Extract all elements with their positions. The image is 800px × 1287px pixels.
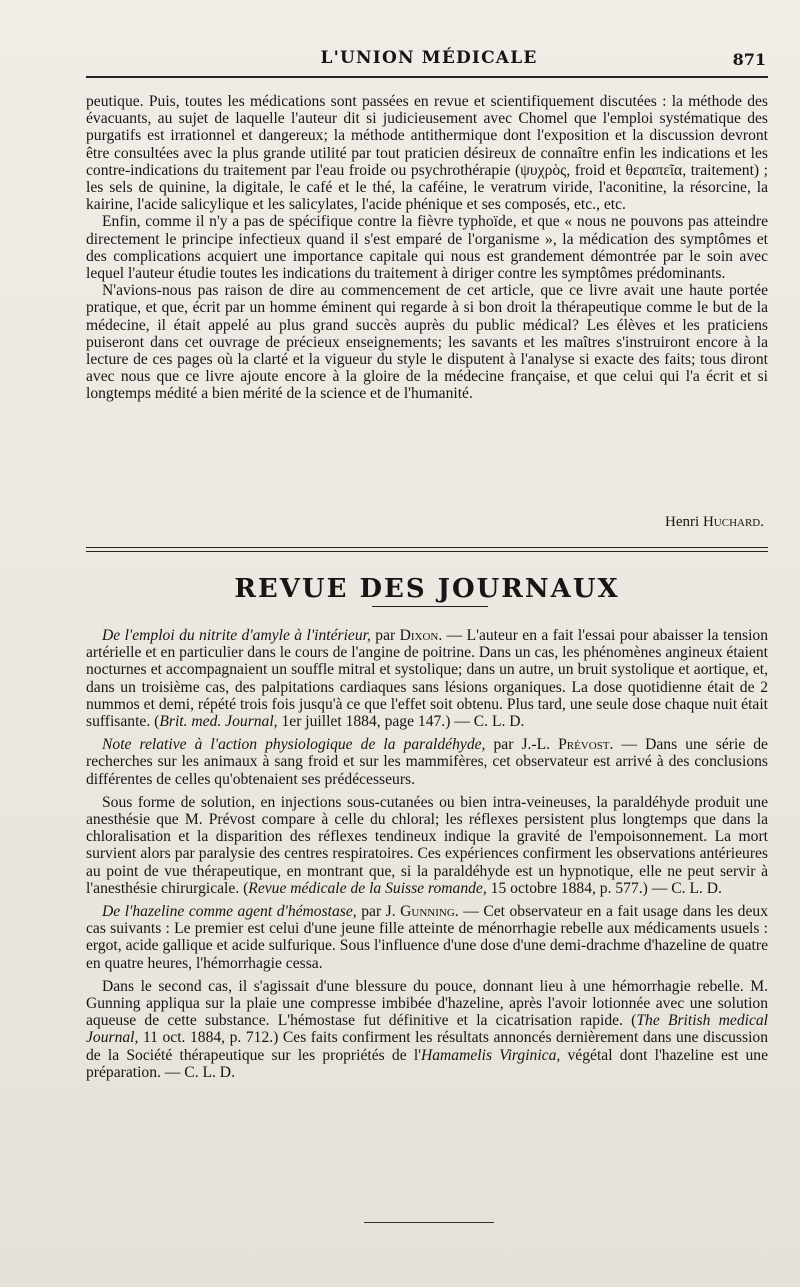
review-entry-continued	[86, 978, 768, 1081]
entry-body: — L'auteur en a fait l'essai pour abaisser la tension artérielle et en particulier dans le cours de l'angine de poitrine. Dans un cas, les phénomènes angineux étaient nocturnes et accompagnaient un souffle mitral et systolique; dans un autre, un bruit systolique et aortique, et, dans un troisième cas, des palpitations cardiaques sans lésions organiques. La dose quotidienne était de 2 nummos et demi, répété trois fois jusqu'à ce que l'effet soit obtenu. Plus tard, une seule dose chaque nuit était suffisante. (	[86, 627, 768, 731]
article-continuation	[86, 93, 768, 403]
signature	[665, 514, 764, 531]
entry-tail: 1er juillet 1884, page 147.) — C. L. D.	[277, 713, 525, 731]
review-entry-continued	[86, 794, 768, 897]
entry-body: — Dans une série de recherches sur les animaux à sang froid et sur les mammifères, cet observateur est arrivé à des conclusions différentes de celles qu'obtenaient ses prédécesseurs.	[86, 736, 768, 788]
entry-body: Sous forme de solution, en injections sous-cutanées ou bien intra-veineuses, la paraldéhyde produit une anesthésie que M. Prévost compare à celle du chloral; les réflexes persistent plus longtemps que dans la chloralisation et la disparition des réflexes tendineux indique la gravité de l'empoisonnement. La mort survient alors par paralysie des centres respiratoires. Ces expériences confirment les observations antérieures au point de vue thérapeutique, en montrant que, si la paraldéhyde est un hypnotique, elle ne peut servir à l'anesthésie chirurgicale. (	[86, 793, 768, 897]
entry-author: Dixon.	[399, 627, 443, 644]
paragraph: peutique. Puis, toutes les médications sont passées en revue et scientifiquement discutées : la méthode des évacuants, au sujet de laquelle l'auteur dit si judicieusement avec Chomel que l'emploi systématique des purgatifs est irrationnel et dangereux; la méthode antithermique dont l'exposition et la discussion devront être consultées avec la plus grande utilité par tout praticien désireux de connaître enfin les indications et les contre-indications du traitement par l'eau froide ou psychrothérapie (ψυχρὸς, froid et θεραπεῖα, traitement) ; les sels de quinine, la digitale, le café et le thé, la caféine, le veratrum viride, l'aconitine, la résorcine, la kairine, l'acide salicylique et les salicylates, l'acide phénique et ses composés, etc., etc.	[86, 93, 768, 214]
entry-body: Dans le second cas, il s'agissait d'une blessure du pouce, donnant lieu à une hémorrhagie rebelle. M. Gunning appliqua sur la plaie une compresse imbibée d'hazeline, après l'avoir lotionnée avec une solution aqueuse de cette substance. L'hémostase fut définitive et la cicatrisation rapide. (	[86, 977, 768, 1030]
review-entry	[86, 627, 768, 730]
running-head	[86, 44, 772, 74]
entry-source: Hamamelis Virginica,	[420, 1046, 561, 1064]
end-rule	[364, 1222, 494, 1223]
entry-by: par J.-L.	[485, 736, 559, 754]
entry-title: De l'hazeline comme agent d'hémostase,	[102, 903, 357, 921]
entry-source: Revue médicale de la Suisse romande,	[248, 879, 487, 897]
entry-body: — Cet observateur en a fait usage dans les deux cas suivants : Le premier est celui d'une jeune fille atteinte de ménorrhagie rebelle aux médicaments usuels : ergot, acide gallique et acide sulfurique. Sous l'influence d'une dose d'une demi-drachme d'hazeline de quatre en quatre heures, l'hémorrhagie cessa.	[86, 903, 768, 972]
section-heading: REVUE DES JOURNAUX	[234, 574, 620, 604]
entry-tail: 11 oct. 1884, p. 712.) Ces faits confirment les résultats annoncés dernièrement dans une discussion de la Société thérapeutique sur les propriétés de l'	[86, 1029, 768, 1064]
review-entry	[86, 736, 768, 788]
signature-first-name: Henri	[665, 514, 700, 530]
review-entry	[86, 903, 768, 972]
paragraph: Enfin, comme il n'y a pas de spécifique contre la fièvre typhoïde, et que « nous ne pouvons pas atteindre directement le principe infectieux quand il s'est emparé de l'organisme », la médication des symptômes et des complications acquiert une importance capitale qui nous est grandement démontrée par le soin avec lequel l'auteur étudie toutes les indications du traitement à diriger contre les symptômes prédominants.	[86, 213, 768, 283]
entry-source: Brit. med. Journal,	[159, 713, 278, 731]
separator-rule	[86, 547, 768, 548]
entry-tail: végétal dont l'hazeline est une préparation. — C. L. D.	[86, 1046, 768, 1081]
header-rule	[86, 76, 768, 78]
entry-author: Gunning.	[400, 903, 459, 921]
entry-tail: 15 octobre 1884, p. 577.) — C. L. D.	[486, 879, 722, 897]
heading-underline	[372, 606, 488, 607]
entry-title: Note relative à l'action physiologique de la paraldéhyde,	[102, 736, 486, 754]
journal-review	[86, 627, 768, 1087]
separator-rule	[86, 551, 768, 552]
entry-author: Prévost.	[558, 736, 614, 754]
paragraph: N'avions-nous pas raison de dire au commencement de cet article, que ce livre avait une haute portée pratique, et que, écrit par un homme éminent qui regarde à si bon droit la thérapeutique comme le but de la médecine, il était appelé au plus grand succès auprès du public médical? Les élèves et les praticiens puiseront dans cet ouvrage de précieux enseignements; les savants et les maîtres s'instruiront encore à la lecture de ces pages où la clarté et la vigueur du style le disputent à l'analyse si exacte des faits; tous diront avec nous que ce livre ajoute encore à la gloire de la médecine française, et que celui qui l'a écrit et si longtemps médité a bien mérité de la science et de l'humanité.	[86, 282, 768, 403]
entry-source: The British medical Journal,	[86, 1012, 768, 1047]
page-number: 871	[732, 50, 766, 69]
entry-by: par	[370, 627, 400, 644]
entry-title: De l'emploi du nitrite d'amyle à l'intérieur,	[102, 627, 371, 644]
entry-by: par J.	[356, 903, 401, 921]
journal-title: L'UNION MÉDICALE	[320, 48, 538, 68]
signature-last-name: Huchard.	[702, 514, 764, 530]
